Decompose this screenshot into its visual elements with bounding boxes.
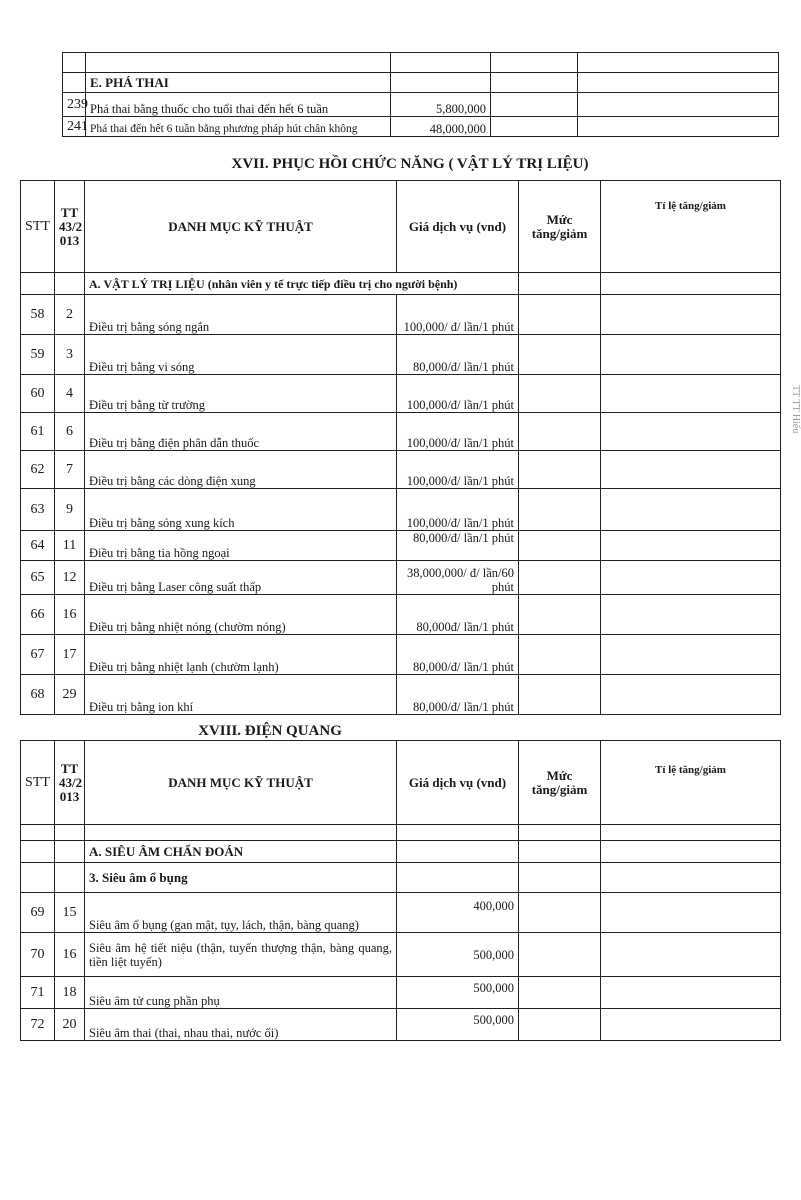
table-row: 241 Phá thai đến hết 6 tuần bằng phương pháp hút chân không 48,000,000 <box>63 117 779 137</box>
table-row: 68 29 Điều trị bằng ion khí 80,000/đ/ lần/1 phút <box>21 675 781 715</box>
technique-name: Điều trị bằng ion khí <box>85 675 397 715</box>
technique-name: Điều trị bằng nhiệt lạnh (chườm lạnh) <box>85 635 397 675</box>
table-row: 72 20 Siêu âm thai (thai, nhau thai, nước ối) 500,000 <box>21 1009 781 1041</box>
table-row: 62 7 Điều trị bằng các dòng điện xung 100,000/đ/ lần/1 phút <box>21 451 781 489</box>
technique-name: Phá thai bằng thuốc cho tuổi thai đến hết 6 tuần <box>86 93 391 117</box>
table-row: 70 16 Siêu âm hệ tiết niệu (thận, tuyến thượng thận, bàng quang, tiền liệt tuyến) 500,000 <box>21 933 781 977</box>
technique-name: Điều trị bằng tia hồng ngoại <box>85 531 397 561</box>
price: 48,000,000 <box>391 117 491 137</box>
rehab-section: A. VẬT LÝ TRỊ LIỆU (nhân viên y tế trực tiếp điều trị cho người bệnh) <box>85 273 519 295</box>
price: 80,000/đ/ lần/1 phút <box>397 675 519 715</box>
table-row: 71 18 Siêu âm tử cung phần phụ 500,000 <box>21 977 781 1009</box>
price: 80,000/đ/ lần/1 phút <box>397 635 519 675</box>
technique-name: Siêu âm tử cung phần phụ <box>85 977 397 1009</box>
technique-name: Siêu âm thai (thai, nhau thai, nước ối) <box>85 1009 397 1041</box>
price: 100,000/ đ/ lần/1 phút <box>397 295 519 335</box>
table-row: 239 Phá thai bằng thuốc cho tuổi thai đến hết 6 tuần 5,800,000 <box>63 93 779 117</box>
abortion-table <box>62 52 779 137</box>
technique-name: Siêu âm hệ tiết niệu (thận, tuyến thượng thận, bàng quang, tiền liệt tuyến) <box>85 933 397 977</box>
price: 100,000/đ/ lần/1 phút <box>397 375 519 413</box>
price: 80,000/đ/ lần/1 phút <box>397 335 519 375</box>
technique-name: Siêu âm ổ bụng (gan mật, tụy, lách, thận, bàng quang) <box>85 893 397 933</box>
price: 500,000 <box>397 977 519 1009</box>
abortion-section: E. PHÁ THAI <box>86 73 391 93</box>
table-row: 66 16 Điều trị bằng nhiệt nóng (chườm nóng) 80,000đ/ lần/1 phút <box>21 595 781 635</box>
technique-name: Điều trị bằng từ trường <box>85 375 397 413</box>
table-row: 67 17 Điều trị bằng nhiệt lạnh (chườm lạnh) 80,000/đ/ lần/1 phút <box>21 635 781 675</box>
ultrasound-section: A. SIÊU ÂM CHẨN ĐOÁN <box>85 841 397 863</box>
price: 38,000,000/ đ/ lần/60 phút <box>397 561 519 595</box>
section-title-xvii: XVII. PHỤC HỒI CHỨC NĂNG ( VẬT LÝ TRỊ LIỆU) <box>231 156 589 172</box>
ultrasound-subsection: 3. Siêu âm ổ bụng <box>85 863 397 893</box>
price: 500,000 <box>397 1009 519 1041</box>
price: 100,000/đ/ lần/1 phút <box>397 451 519 489</box>
table-header: STT TT 43/2 013 DANH MỤC KỸ THUẬT Giá dịch vụ (vnd) Mức tăng/giảm Tỉ lệ tăng/giảm <box>21 741 781 825</box>
technique-name: Điều trị bằng các dòng điện xung <box>85 451 397 489</box>
rehab-table <box>20 180 781 715</box>
price: 100,000/đ/ lần/1 phút <box>397 489 519 531</box>
price: 100,000/đ/ lần/1 phút <box>397 413 519 451</box>
page-edge-text: TT TT Hiếu <box>790 385 801 434</box>
table-row: 59 3 Điều trị bằng vi sóng 80,000/đ/ lần/1 phút <box>21 335 781 375</box>
table-row: 64 11 Điều trị bằng tia hồng ngoại 80,000/đ/ lần/1 phút <box>21 531 781 561</box>
technique-name: Điều trị bằng Laser công suất thấp <box>85 561 397 595</box>
price: 500,000 <box>397 933 519 977</box>
radiology-table <box>20 740 781 1041</box>
section-title-xviii: XVIII. ĐIỆN QUANG <box>198 723 342 739</box>
technique-name: Phá thai đến hết 6 tuần bằng phương pháp hút chân không <box>86 117 391 137</box>
table-row: 58 2 Điều trị bằng sóng ngắn 100,000/ đ/ lần/1 phút <box>21 295 781 335</box>
technique-name: Điều trị bằng vi sóng <box>85 335 397 375</box>
table-header: STT TT 43/2 013 DANH MỤC KỸ THUẬT Giá dịch vụ (vnd) Mức tăng/giảm Tỉ lệ tăng/giảm <box>21 181 781 273</box>
table-row: 63 9 Điều trị bằng sóng xung kích 100,000/đ/ lần/1 phút <box>21 489 781 531</box>
table-row: 60 4 Điều trị bằng từ trường 100,000/đ/ lần/1 phút <box>21 375 781 413</box>
table-row: 61 6 Điều trị bằng điện phân dẫn thuốc 100,000/đ/ lần/1 phút <box>21 413 781 451</box>
technique-name: Điều trị bằng sóng ngắn <box>85 295 397 335</box>
technique-name: Điều trị bằng sóng xung kích <box>85 489 397 531</box>
table-row: 69 15 Siêu âm ổ bụng (gan mật, tụy, lách, thận, bàng quang) 400,000 <box>21 893 781 933</box>
price: 400,000 <box>397 893 519 933</box>
price: 5,800,000 <box>391 93 491 117</box>
technique-name: Điều trị bằng điện phân dẫn thuốc <box>85 413 397 451</box>
table-row: 65 12 Điều trị bằng Laser công suất thấp 38,000,000/ đ/ lần/60 phút <box>21 561 781 595</box>
technique-name: Điều trị bằng nhiệt nóng (chườm nóng) <box>85 595 397 635</box>
price: 80,000/đ/ lần/1 phút <box>397 531 519 561</box>
price: 80,000đ/ lần/1 phút <box>397 595 519 635</box>
